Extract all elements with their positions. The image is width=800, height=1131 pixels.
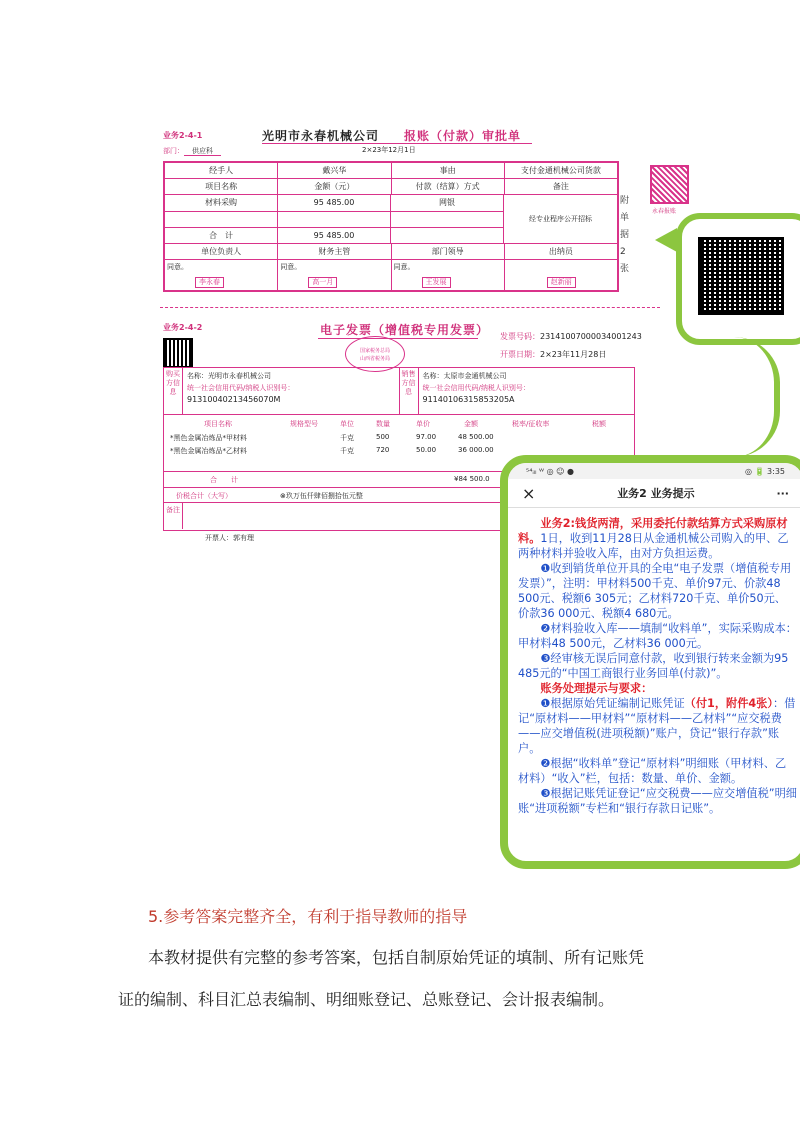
- cell-item-name: 材料采购: [165, 195, 278, 211]
- seller-side-label: 销售方信息: [400, 368, 419, 414]
- total-amount: ¥84 500.0: [454, 475, 490, 483]
- hint-content: [508, 508, 800, 816]
- total-label: 合 计: [210, 476, 238, 484]
- cell-method-header: 付款（结算）方式: [392, 179, 505, 194]
- status-bar: [508, 463, 800, 479]
- item-price: 97.00: [416, 433, 437, 441]
- hint-step-1: ❶收到销货单位开具的全电“电子发票（增值税专用发票）”，注明：甲材料500千克、单价97元、价款48 500元、税额6 305元；乙材料720千克、单价50元、价款36 000元、税额4 680元。: [518, 562, 792, 620]
- invoice-party-row: [164, 368, 634, 415]
- section-heading: 5.参考答案完整齐全，有利于指导教师的指导: [148, 907, 468, 926]
- col-qty: 数量: [376, 420, 390, 428]
- dept-label: 部门：: [163, 147, 184, 155]
- cell-dept-head: 部门领导: [392, 244, 505, 259]
- price-total-value: ⊗玖万伍仟肆佰捌拾伍元整: [280, 492, 363, 500]
- number-value: 23141007000034001243: [540, 332, 642, 341]
- r1-b: ：借记“原材料——甲材料”“原材料——乙材料”“应交税费——应交增值税(进项税额)”账户，贷记“银行存款”账户。: [518, 697, 796, 755]
- cell-sign-2: [278, 260, 391, 290]
- item-qty: 720: [376, 446, 390, 454]
- invoice-date: [500, 349, 606, 360]
- seal-caption: 永春报账: [652, 208, 677, 215]
- seal-qr-icon: [650, 165, 689, 204]
- form-item-block: [165, 195, 617, 244]
- table-row: [164, 433, 634, 445]
- seller-code: 91140106315853205A: [422, 395, 515, 404]
- app-header: [508, 479, 800, 508]
- cell-reason-value: 支付金通机械公司货款: [520, 166, 601, 175]
- invoice-number: [500, 331, 642, 342]
- cell-empty: [391, 212, 504, 228]
- invoice-tag: 业务2-4-2: [163, 323, 203, 332]
- form-item-columns: [165, 195, 504, 243]
- cell-empty: [165, 212, 278, 228]
- hint-step-2: ❷材料验收入库——填制“收料单”，实际采购成本：甲材料48 500元，乙材料36 000元。: [518, 622, 797, 650]
- col-spec: 规格型号: [290, 420, 318, 428]
- cell-reason-label: 事由: [392, 163, 505, 178]
- voucher1-form-title: 报账（付款）审批单: [404, 129, 522, 143]
- form-row-headers: [165, 179, 617, 195]
- bubble-connector: [734, 337, 780, 457]
- signature-stamp: 高一月: [308, 277, 337, 288]
- requirement-2: ❷根据“收料单”登记“原材料”明细账（甲材料、乙材料）“收入”栏，包括：数量、单价、金额。: [518, 757, 787, 785]
- seller-name: 名称：太原市金通机械公司: [422, 372, 507, 380]
- buyer-code-label: 统一社会信用代码/纳税人识别号：: [187, 384, 295, 392]
- invoice-drawer: 开票人：郭有理: [205, 534, 254, 542]
- col-amount: 金额: [464, 420, 478, 428]
- date-label: 开票日期：: [500, 350, 540, 359]
- close-icon[interactable]: ×: [522, 483, 536, 503]
- item-qty: 500: [376, 433, 390, 441]
- item-amount: 48 500.00: [458, 433, 494, 441]
- qr-code-bubble: [676, 213, 800, 345]
- cell-sign-1: [165, 260, 278, 290]
- cell-amount-header: 金额（元）: [278, 179, 391, 194]
- buyer-info: [183, 368, 400, 414]
- phone-screen: [500, 455, 800, 869]
- cell-empty: [278, 212, 391, 228]
- requirement-3: ❸根据记账凭证登记“应交税费——应交增值税”明细账“进项税额”专栏和“银行存款日记账”。: [518, 787, 797, 815]
- col-item: 项目名称: [204, 420, 232, 428]
- agree-text: 同意。: [280, 263, 302, 271]
- status-left: ⁵⁴ᵢₗₗ ᵂ ◎ ☺ ●: [526, 466, 574, 476]
- dept-value: 供应科: [184, 147, 221, 156]
- cell-total-label: 合 计: [165, 228, 278, 243]
- cell-item-header: 项目名称: [165, 179, 278, 194]
- cell-item-amount: 95 485.00: [278, 195, 391, 211]
- voucher1-title-underline: [262, 143, 532, 144]
- form-row-signatures: [165, 260, 617, 290]
- section-paragraph-line2: 证的编制、科目汇总表编制、明细账登记、总账登记、会计报表编制。: [118, 990, 615, 1009]
- r1-a: ❶根据原始凭证编制记账凭证: [540, 697, 685, 710]
- date-value: 2×23年11月28日: [540, 350, 607, 359]
- qr-code-icon[interactable]: [698, 237, 784, 315]
- cell-empty: [391, 228, 504, 243]
- cell-handler-value: 戴兴华: [278, 163, 391, 178]
- item-unit: 千克: [340, 447, 354, 455]
- requirements-title: 账务处理提示与要求：: [540, 682, 653, 695]
- form-row-empty: [165, 212, 504, 229]
- cell-total-value: 95 485.00: [278, 228, 391, 243]
- cell-finance-head: 财务主管: [278, 244, 391, 259]
- form-row-signer-titles: [165, 244, 617, 260]
- intro-blue: 1日，收到11月28日从金通机械公司购入的甲、乙两种材料并验收入库，由对方负担运费。: [518, 532, 789, 560]
- col-unit: 单位: [340, 420, 354, 428]
- hint-intro: [518, 516, 797, 561]
- attachments-label: 附单据2张: [620, 196, 630, 274]
- cell-handler-label: 经手人: [165, 163, 278, 178]
- col-price: 单价: [416, 420, 430, 428]
- seal-line2: 山西省税务局: [359, 356, 390, 362]
- approval-form: [163, 161, 619, 292]
- invoice-title: 电子发票（增值税专用发票）: [320, 323, 490, 337]
- remark-label: 备注: [164, 503, 183, 529]
- col-rate: 税率/征收率: [512, 420, 550, 428]
- signature-stamp: 王发展: [422, 277, 451, 288]
- item-unit: 千克: [340, 434, 354, 442]
- invoice-qr-icon: [163, 338, 193, 368]
- more-menu-icon[interactable]: ···: [776, 486, 789, 500]
- seller-code-label: 统一社会信用代码/纳税人识别号：: [422, 384, 530, 392]
- voucher1-dept: [163, 146, 221, 156]
- signature-stamp: 李永春: [195, 277, 224, 288]
- price-total-label: 价税合计（大写）: [176, 492, 232, 500]
- app-title: 业务2 业务提示: [617, 487, 695, 500]
- voucher1-date: 2×23年12月1日: [362, 146, 416, 154]
- requirement-1: [518, 696, 797, 756]
- r1-red: （付1，附件4张）: [684, 697, 773, 710]
- intro-red: 业务2:钱货两清，采用委托付款结算方式采购原材料。: [518, 517, 788, 545]
- signature-stamp: 赵新丽: [547, 277, 576, 288]
- buyer-code: 91310040213456070M: [187, 395, 281, 404]
- section-paragraph-line1: 本教材提供有完整的参考答案，包括自制原始凭证的填制、所有记账凭: [148, 948, 645, 967]
- voucher-divider: [160, 307, 660, 308]
- item-name: *黑色金属冶炼品*乙材料: [170, 447, 247, 455]
- invoice-title-underline: [318, 338, 478, 339]
- buyer-side-label: 购买方信息: [164, 368, 183, 414]
- bubble-tail: [655, 228, 677, 252]
- hint-step-3: ❸经审核无误后同意付款，收到银行转来金额为95 485元的“中国工商银行业务回单(付款)”。: [518, 652, 789, 680]
- cell-sign-3: [392, 260, 505, 290]
- cell-note: 经专业程序公开招标: [529, 215, 592, 223]
- agree-text: 同意。: [393, 263, 415, 271]
- form-row-handler: [165, 163, 617, 179]
- agree-text: 同意。: [167, 263, 188, 271]
- col-tax: 税额: [592, 420, 606, 428]
- cell-item-method: 网银: [391, 195, 504, 211]
- item-amount: 36 000.00: [458, 446, 494, 454]
- voucher1-tag: 业务2-4-1: [163, 131, 203, 140]
- item-price: 50.00: [416, 446, 437, 454]
- form-row-item: [165, 195, 504, 212]
- number-label: 发票号码：: [500, 332, 540, 341]
- cell-cashier: 出纳员: [548, 247, 573, 256]
- cell-unit-head: 单位负责人: [165, 244, 278, 259]
- form-row-total: [165, 228, 504, 243]
- seal-line1: 国家税务总局: [359, 348, 390, 354]
- cell-remark-header: 备注: [552, 182, 569, 191]
- buyer-name: 名称：光明市永春机械公司: [187, 372, 271, 380]
- status-right: ◎ 🔋 3:35: [745, 466, 785, 476]
- seller-info: [419, 368, 635, 414]
- cell-sign-4: [505, 260, 617, 290]
- item-name: *黑色金属冶炼品*甲材料: [170, 434, 247, 442]
- voucher1-company: 光明市永春机械公司: [262, 129, 380, 143]
